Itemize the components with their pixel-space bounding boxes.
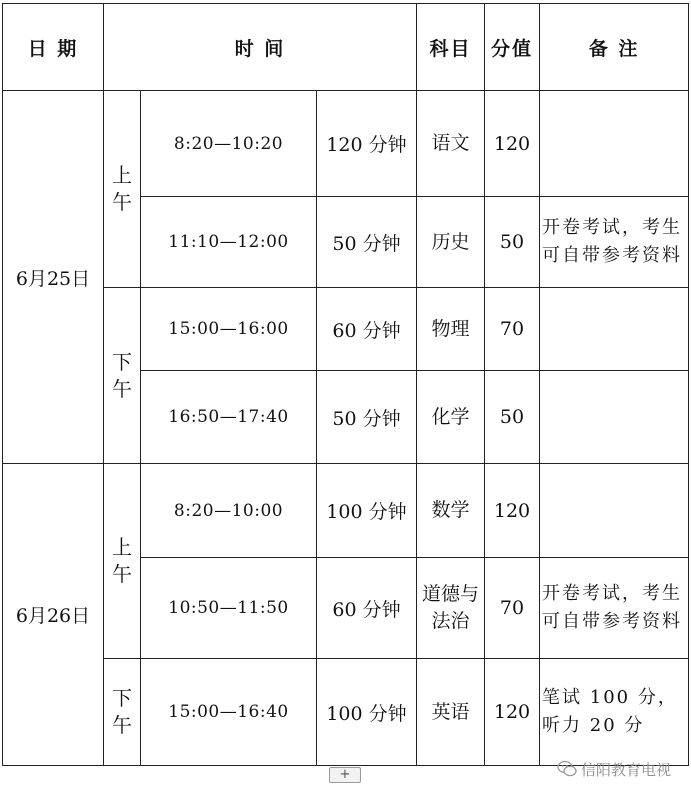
duration-cell: 50 分钟 — [317, 197, 417, 288]
half-day-cell: 上 午 — [104, 91, 141, 288]
time-range-cell: 8:20—10:20 — [141, 91, 317, 197]
duration-cell: 50 分钟 — [317, 371, 417, 464]
wechat-icon — [557, 760, 577, 778]
table-row — [3, 464, 689, 558]
note-cell: 开卷考试，考生可自带参考资料 — [540, 558, 689, 659]
time-range-cell: 8:20—10:00 — [141, 464, 317, 558]
subject-cell: 道德与法治 — [417, 558, 485, 659]
plus-icon: + — [339, 767, 351, 782]
half-day-cell: 下 午 — [104, 288, 141, 464]
note-cell — [540, 464, 689, 558]
subject-cell: 物理 — [417, 288, 485, 371]
score-cell: 120 — [485, 91, 540, 197]
time-range-cell: 16:50—17:40 — [141, 371, 317, 464]
duration-cell: 60 分钟 — [317, 288, 417, 371]
duration-cell: 120 分钟 — [317, 91, 417, 197]
header-score: 分值 — [485, 4, 540, 91]
source-watermark — [557, 757, 671, 781]
score-cell: 50 — [485, 371, 540, 464]
note-cell: 笔试 100 分，听力 20 分 — [540, 659, 689, 766]
half-day-cell: 下 午 — [104, 659, 141, 766]
header-time: 时 间 — [104, 4, 417, 91]
date-cell: 6月25日 — [3, 91, 104, 464]
note-cell — [540, 371, 689, 464]
table-row — [3, 288, 689, 371]
score-cell: 70 — [485, 288, 540, 371]
header-subject: 科目 — [417, 4, 485, 91]
table-row — [3, 659, 689, 766]
score-cell: 50 — [485, 197, 540, 288]
note-cell: 开卷考试，考生可自带参考资料 — [540, 197, 689, 288]
time-range-cell: 15:00—16:00 — [141, 288, 317, 371]
subject-cell: 英语 — [417, 659, 485, 766]
duration-cell: 60 分钟 — [317, 558, 417, 659]
time-range-cell: 11:10—12:00 — [141, 197, 317, 288]
header-row — [3, 4, 689, 91]
table-row — [3, 91, 689, 197]
expand-table-button[interactable] — [329, 767, 361, 783]
time-range-cell: 10:50—11:50 — [141, 558, 317, 659]
score-cell: 120 — [485, 659, 540, 766]
note-cell — [540, 91, 689, 197]
score-cell: 120 — [485, 464, 540, 558]
duration-cell: 100 分钟 — [317, 659, 417, 766]
subject-cell: 化学 — [417, 371, 485, 464]
subject-cell: 历史 — [417, 197, 485, 288]
date-cell: 6月26日 — [3, 464, 104, 766]
header-note: 备 注 — [540, 4, 689, 91]
duration-cell: 100 分钟 — [317, 464, 417, 558]
watermark-text: 信阳教育电视 — [580, 760, 671, 779]
subject-cell: 数学 — [417, 464, 485, 558]
note-cell — [540, 288, 689, 371]
header-date: 日 期 — [3, 4, 104, 91]
half-day-cell: 上 午 — [104, 464, 141, 659]
exam-schedule-table — [2, 3, 689, 766]
score-cell: 70 — [485, 558, 540, 659]
time-range-cell: 15:00—16:40 — [141, 659, 317, 766]
subject-cell: 语文 — [417, 91, 485, 197]
